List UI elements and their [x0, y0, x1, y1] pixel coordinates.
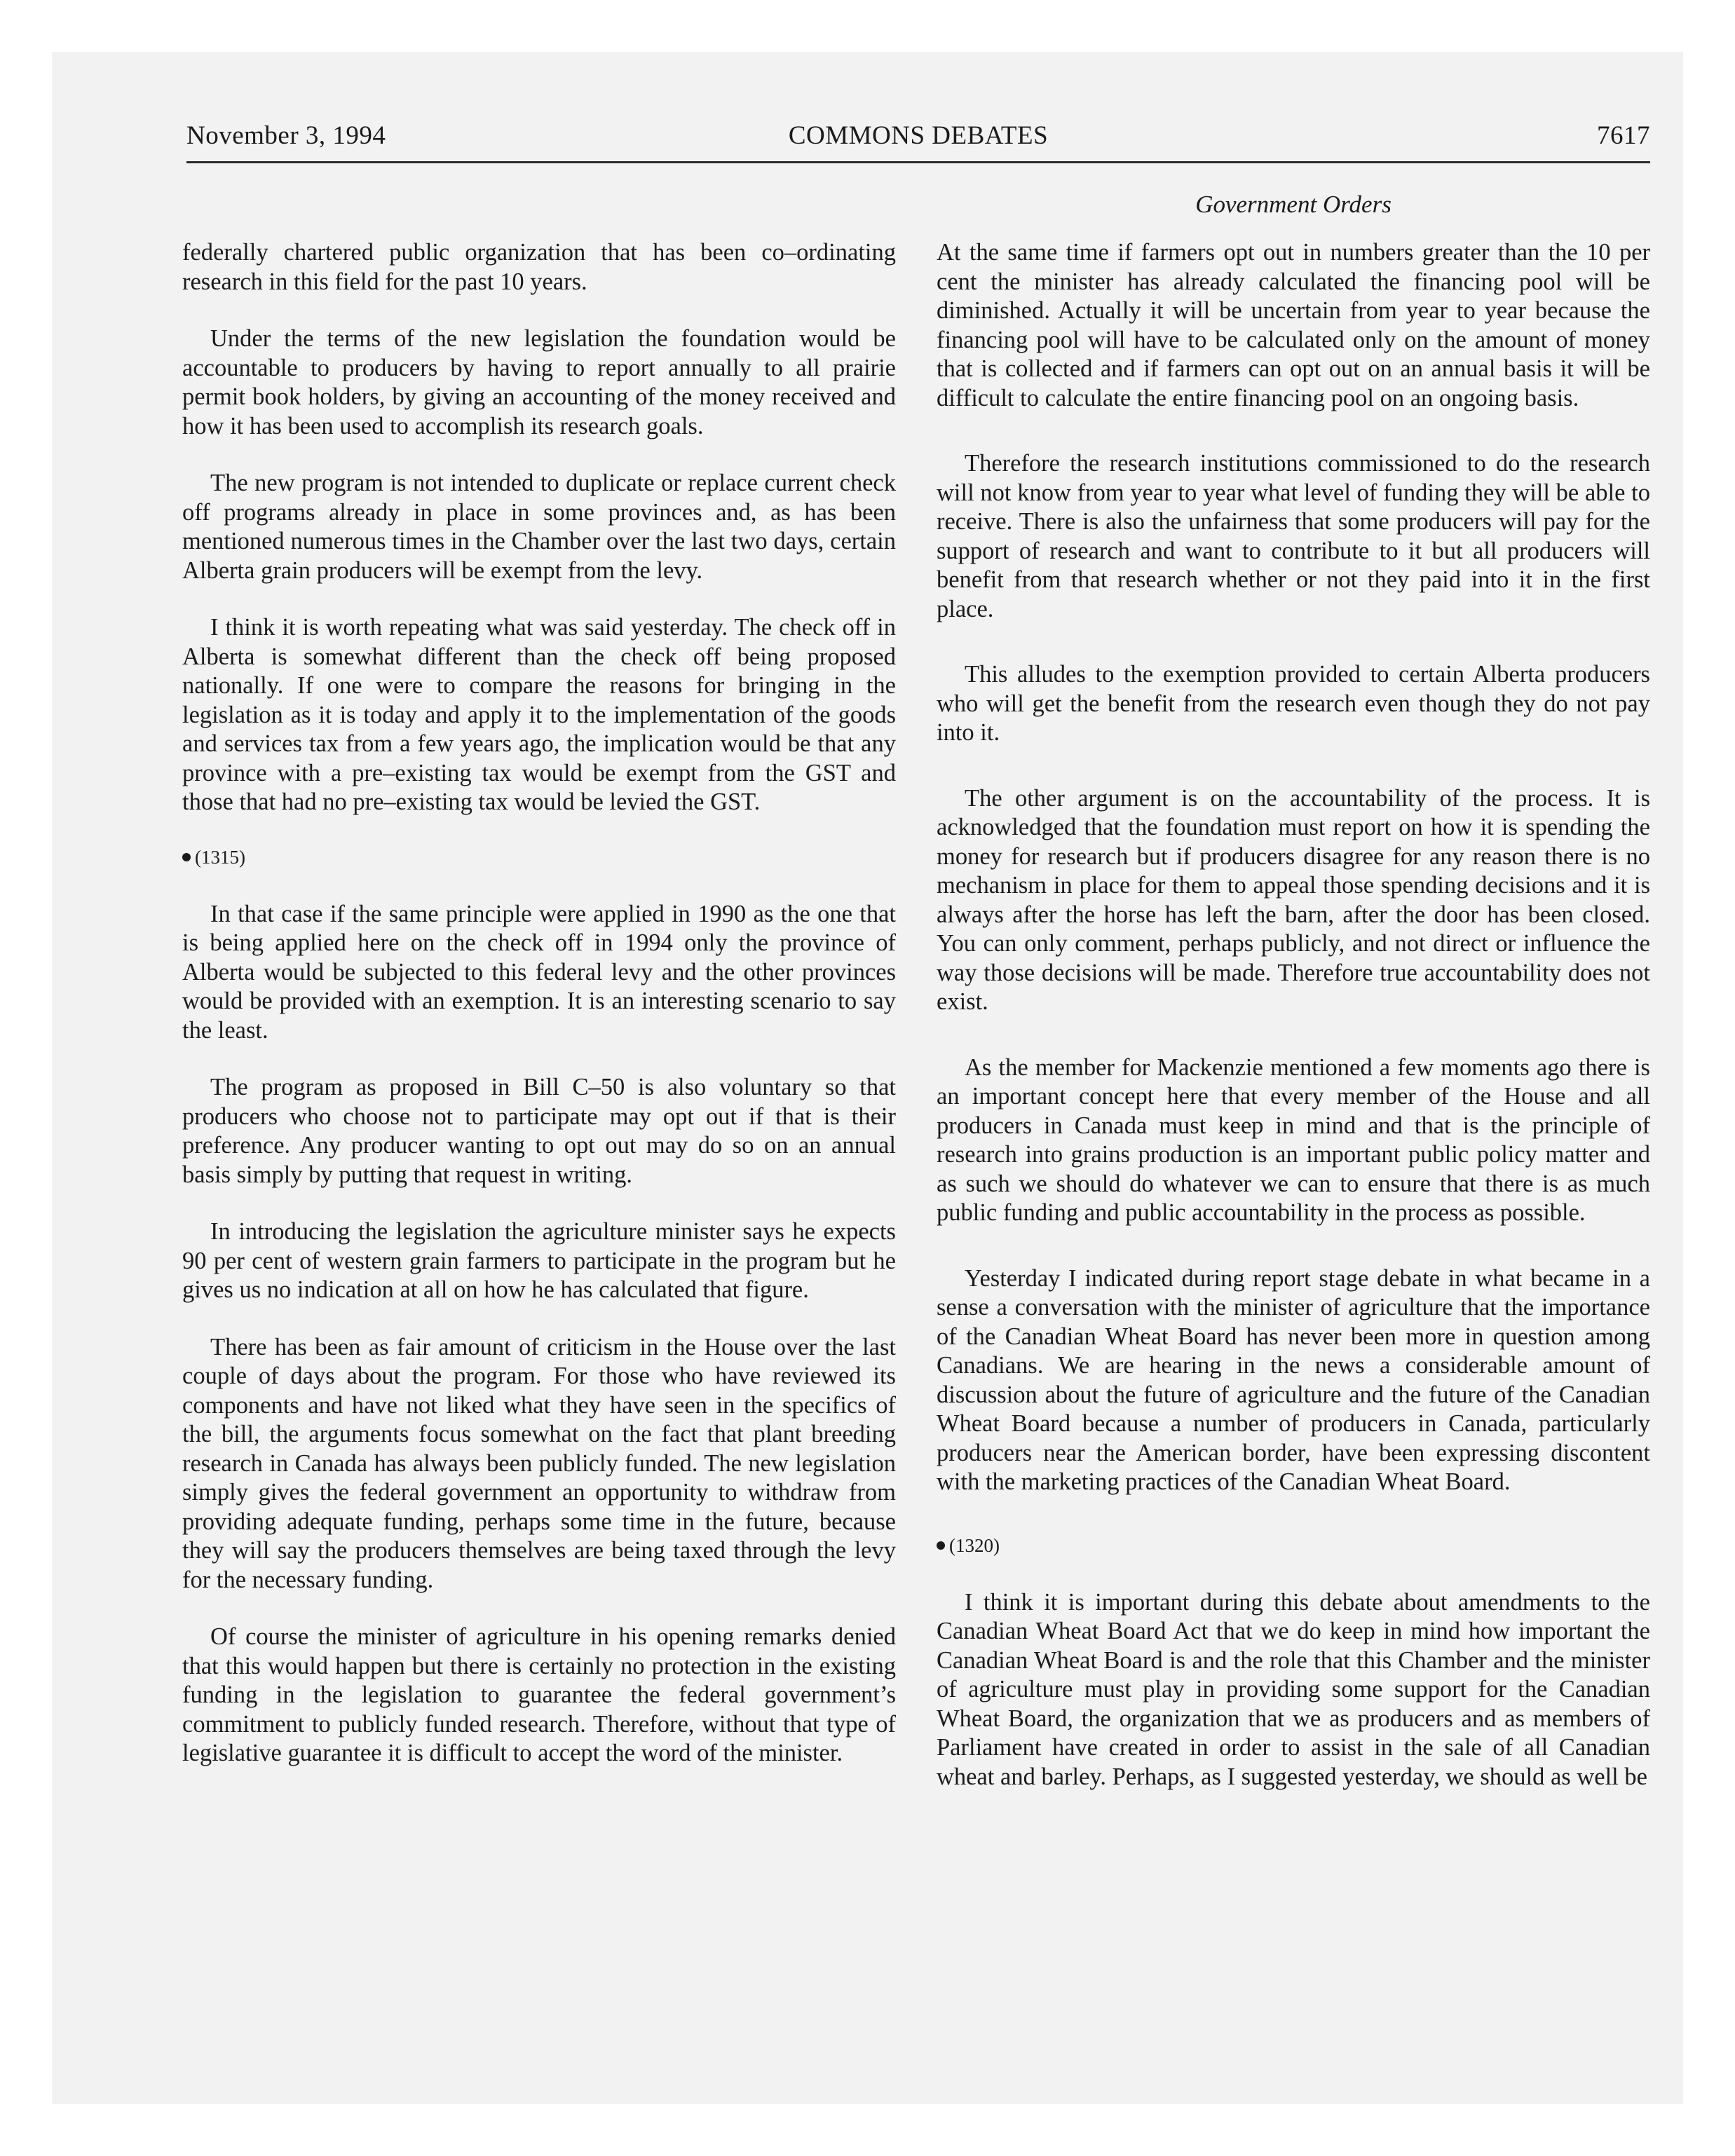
time-stamp-text: (1315): [195, 846, 245, 868]
paragraph: I think it is worth repeating what was said yesterday. The check off in Alberta is somewhat different than the check off being proposed nationally. If one were to compare the reasons for bringing in the legislation as it is today and apply it to the implementation of the goods and services tax from a few years ago, the implication would be that any province with a pre–existing tax would be exempt from the GST and those that had no pre–existing tax would be levied the GST.: [182, 614, 896, 815]
paragraph: Of course the minister of agriculture in his opening remarks denied that this would happen but there is certainly no protection in the existing funding in the legislation to guarantee the federal government’s commitment to publicly funded research. Therefore, without that type of legislative guarantee it is difficult to accept the word of the minister.: [182, 1623, 896, 1766]
paragraph: At the same time if farmers opt out in numbers greater than the 10 per cent the minister has already calculated the financing pool will be diminished. Actually it will be uncertain from year to year because the financing pool will have to be calculated only on the amount of money that is collected and if farmers can opt out on an annual basis it will be difficult to calculate the entire financing pool on an ongoing basis.: [937, 239, 1650, 411]
paragraph: federally chartered public organization that has been co–ordinating research in this field for the past 10 years.: [182, 239, 896, 295]
time-stamp: [182, 845, 896, 869]
left-column: [182, 238, 896, 1796]
time-stamp: [937, 1534, 1650, 1557]
paragraph: This alludes to the exemption provided to certain Alberta producers who will get the benefit from the research even though they do not pay into it.: [937, 661, 1650, 746]
paragraph: There has been as fair amount of criticism in the House over the last couple of days about the program. For those who have reviewed its components and have not liked what they have seen in the specifics of the bill, the arguments focus somewhat on the fact that plant breeding research in Canada has always been publicly funded. The new legislation simply gives the federal government an opportunity to withdraw from providing adequate funding, perhaps some time in the future, because they will say the producers themselves are being taxed through the levy for the necessary funding.: [182, 1333, 896, 1593]
header-title: COMMONS DEBATES: [788, 121, 1049, 150]
header-date: November 3, 1994: [186, 121, 386, 150]
bullet-icon: [937, 1541, 945, 1550]
paragraph: Therefore the research institutions commissioned to do the research will not know from year to year what level of funding they will be able to receive. There is also the unfairness that some producers will pay for the support of research and want to contribute to it but all producers will benefit from that research whether or not they paid into it in the first place.: [937, 450, 1650, 622]
section-label: Government Orders: [1195, 191, 1392, 218]
paragraph: In introducing the legislation the agriculture minister says he expects 90 per cent of western grain farmers to participate in the program but he gives us no indication at all on how he has calculated that figure.: [182, 1218, 896, 1303]
paragraph: Under the terms of the new legislation the foundation would be accountable to producers by having to report annually to all prairie permit book holders, by giving an accounting of the money received and how it has been used to accomplish its research goals.: [182, 325, 896, 439]
paragraph: Yesterday I indicated during report stage debate in what became in a sense a conversation with the minister of agriculture that the importance of the Canadian Wheat Board has never been more in question among Canadians. We are hearing in the news a considerable amount of discussion about the future of agriculture and the future of the Canadian Wheat Board because a number of producers in Canada, particularly producers near the American border, have been expressing discontent with the marketing practices of the Canadian Wheat Board.: [937, 1264, 1650, 1495]
paragraph: In that case if the same principle were applied in 1990 as the one that is being applied here on the check off in 1994 only the province of Alberta would be subjected to this federal levy and the other provinces would be provided with an exemption. It is an interesting scenario to say the least.: [182, 900, 896, 1044]
bullet-icon: [182, 853, 191, 861]
paragraph: The program as proposed in Bill C–50 is also voluntary so that producers who choose not to participate may opt out if that is their preference. Any producer wanting to opt out may do so on an annual basis simply by putting that request in writing.: [182, 1074, 896, 1188]
right-column: [937, 238, 1650, 1820]
page-number: 7617: [1597, 121, 1650, 150]
page-header: [186, 118, 1650, 163]
paragraph: I think it is important during this debate about amendments to the Canadian Wheat Board Act that we do keep in mind how important the Canadian Wheat Board is and the role that this Chamber and the minister of agriculture must play in providing some support for the Canadian Wheat Board, the organization that we as producers and as members of Parliament have created in order to assist in the sale of all Canadian wheat and barley. Perhaps, as I suggested yesterday, we should as well be: [937, 1588, 1650, 1790]
time-stamp-text: (1320): [949, 1534, 1000, 1556]
paragraph: The new program is not intended to duplicate or replace current check off programs already in place in some provinces and, as has been mentioned numerous times in the Chamber over the last two days, certain Alberta grain producers will be exempt from the levy.: [182, 470, 896, 584]
paragraph: As the member for Mackenzie mentioned a few moments ago there is an important concept here that every member of the House and all producers in Canada must keep in mind and that is the principle of research into grains production is an important public policy matter and as such we should do whatever we can to ensure that there is as much public funding and public accountability in the process as possible.: [937, 1053, 1650, 1226]
paragraph: The other argument is on the accountability of the process. It is acknowledged that the foundation must report on how it is spending the money for research but if producers disagree for any reason there is no mechanism in place for them to appeal those spending decisions and it is always after the horse has left the barn, after the door has been closed. You can only comment, perhaps publicly, and not direct or influence the way those decisions will be made. Therefore true accountability does not exist.: [937, 784, 1650, 1015]
